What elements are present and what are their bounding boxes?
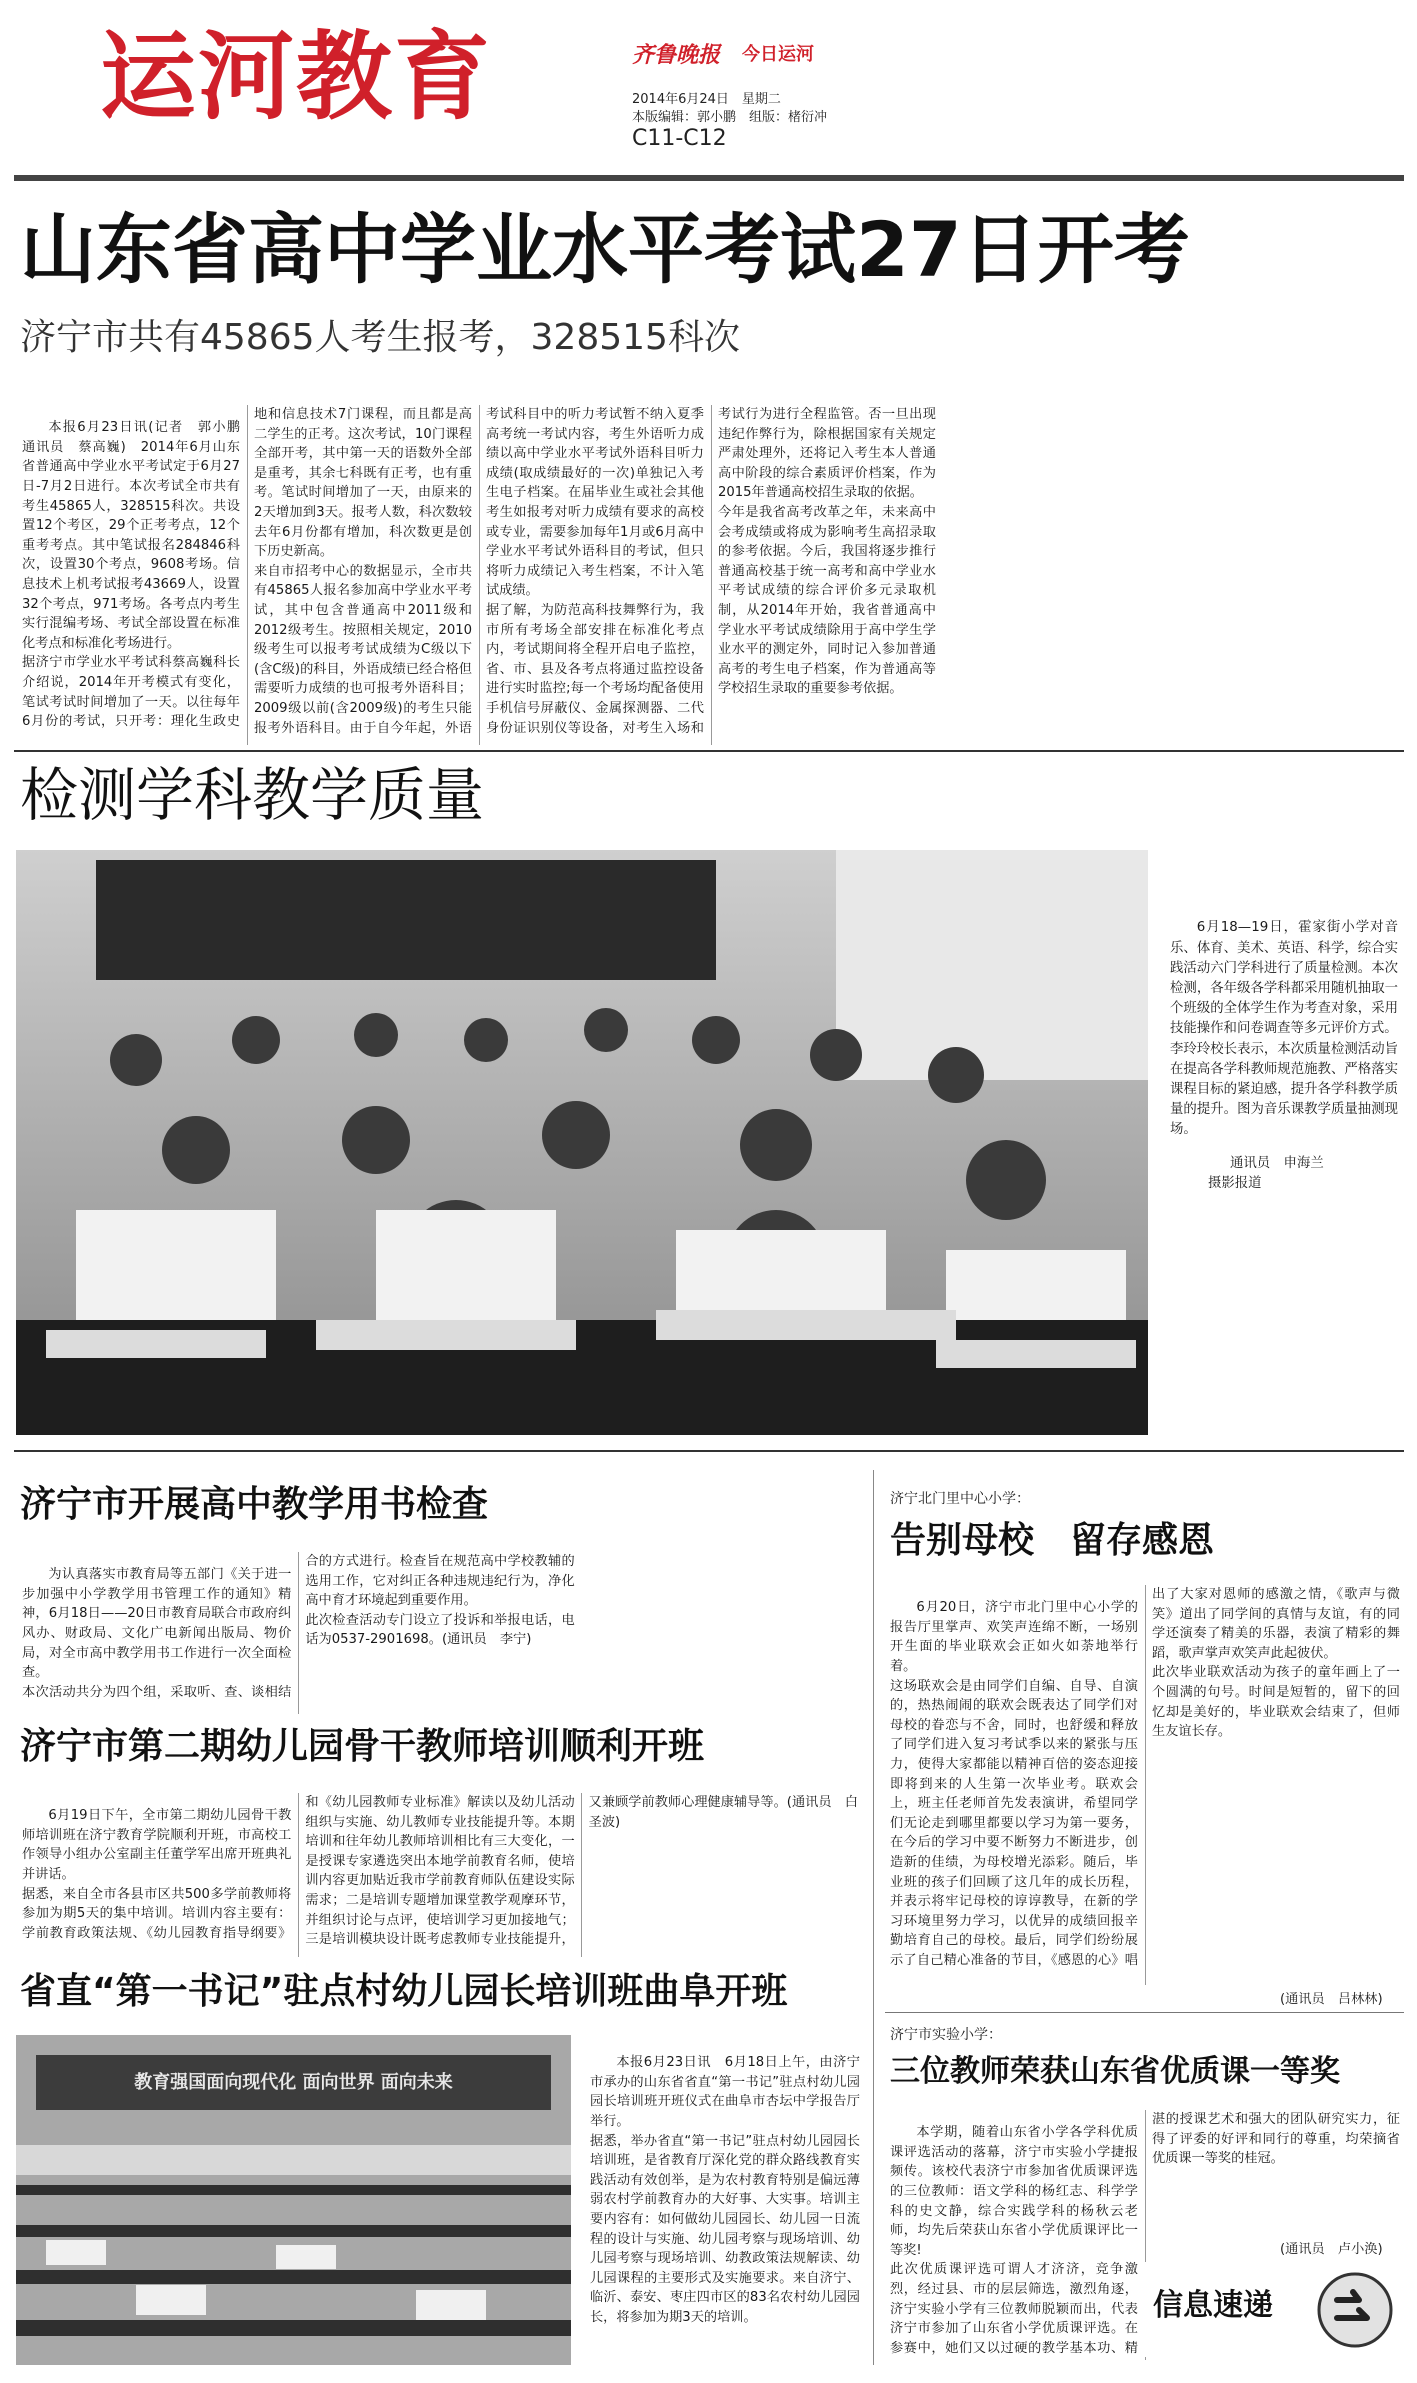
award-headline: 三位教师荣获山东省优质课一等奖	[890, 2054, 1340, 2089]
photo-credit-type: 摄影报道	[1208, 1176, 1262, 1192]
training-hall-banner: 教育强国面向现代化 面向世界 面向未来	[134, 2072, 453, 2093]
kindergarten-body: 6月19日下午，全市第二期幼儿园骨干教师培训班在济宁教育学院顺利开班，市高校工作领导小组办公室副主任董学军出席开班典礼并讲话。 据悉，来自全市各县市区共500多学前教师将参加为期5天的集中培训。培训内容主要有：学前教育政策法规、《幼儿园教育指导纲要》和《幼儿园教师专业标准》解读以及幼儿活动组织与实施、幼儿教师专业技能提升等。本期培训和往年幼儿教师培训相比有三大变化，一是授课专家遴选突出本地学前教育名师，使培训内容更加贴近我市学前教育师队伍建设实际需求；二是培训专题增加课堂教学观摩环节，并组织讨论与点评，使培训学习更加接地气；三是培训模块设计既考虑教师专业技能提升，又兼顾学前教师心理健康辅导等。(通讯员 白圣波)	[22, 1795, 858, 1948]
farewell-body-columns	[890, 1585, 1400, 1985]
first-secretary-body-box	[590, 2040, 860, 2365]
lead-body: 本报6月23日讯(记者 郭小鹏 通讯员 蔡高巍) 2014年6月山东省普通高中学业水平考试定于6月27日-7月2日进行。本次考试全市共有考生45865人，328515科次。共设置12个考区，29个正考考点，12个重考考点。其中笔试报名284846科次，设置30个考点，9608考场。信息技术上机考试报考43669人，设置32个考点，971考场。各考点内考生实行混编考场、考试全部设置在标准化考点和标准化考场进行。 据济宁市学业水平考试科蔡高巍科长介绍说，2014年开考模式有变化，笔试考试时间增加了一天。以往每年6月份的考试，只开考：理化生政史地和信息技术7门课程，而且都是高二学生的正考。这次考试，10门课程全部开考，其中第一天的语数外全部是重考，其余七科既有正考，也有重考。笔试时间增加了一天，由原来的2天增加到3天。报考人数，科次数较去年6月份都有增加，科次数更是创下历史新高。 来自市招考中心的数据显示，全市共有45865人报名参加高中学业水平考试，其中包含普通高中2011级和2012级考生。按照相关规定，2010级考生可以报考考试成绩为C级以下(含C级)的科目，外语成绩已经合格但需要听力成绩的也可报考外语科目；2009级以前(含2009级)的考生只能报考外语科目。由于自今年起，外语考试科目中的听力考试暂不纳入夏季高考统一考试内容，考生外语听力成绩以高中学业水平考试外语科目听力成绩(取成绩最好的一次)单独记入考生电子档案。在届毕业生或社会其他考生如报考对听力成绩有要求的高校或专业，需要参加每年1月或6月高中学业水平考试外语科目的考试，但只将听力成绩记入考生档案，不计入笔试成绩。 据了解，为防范高科技舞弊行为，我市所有考场全部安排在标准化考点内，考试期间将全程开启电子监控，省、市、县及各考点将通过监控设备进行实时监控;每一个考场均配备使用手机信号屏蔽仪、金属探测器、二代身份证识别仪等设备，对考生入场和考试行为进行全程监管。否一旦出现违纪作弊行为，除根据国家有关规定严肃处理外，还将记入考生本人普通高中阶段的综合素质评价档案，作为2015年普通高校招生录取的依据。 今年是我省高考改革之年，未来高中会考成绩或将成为影响考生高招录取的参考依据。今后，我国将逐步推行普通高校基于统一高考和高中学业水平考试成绩的综合评价多元录取机制，从2014年开始，我省普通高中学业水平考试成绩除用于高中学生学业水平的测定外，同时记入参加普通高考的考生电子档案，作为普通高等学校招生录取的重要参考依据。	[22, 407, 936, 736]
speed-arrows-icon	[1315, 2270, 1395, 2350]
lead-subhead: 济宁市共有45865人考生报考，328515科次	[20, 317, 740, 358]
award-body: 本学期，随着山东省小学各学科优质课评选活动的落幕，济宁市实验小学捷报频传。该校代表济宁市参加省优质课评选的三位教师：语文学科的杨红志、科学学科的史文静，综合实践学科的杨秋云老师，均先后荣获山东省小学优质课评比一等奖! 此次优质课评选可谓人才济济，竞争激烈，经过县、市的层层筛选，激烈角逐，济宁实验小学有三位教师脱颖而出，代表济宁市参加了山东省小学优质课评选。在参赛中，她们又以过硬的教学基本功、精湛的授课艺术和强大的团队研究实力，征得了评委的好评和同行的尊重，均荣摘省优质课一等奖的桂冠。	[890, 2112, 1400, 2356]
farewell-bottom-divider	[885, 2012, 1404, 2013]
section-badge	[1145, 2262, 1400, 2357]
books-headline: 济宁市开展高中教学用书检查	[20, 1484, 489, 1525]
books-body-columns	[22, 1552, 858, 1714]
lead-body-columns	[22, 405, 1400, 745]
masthead	[0, 0, 1417, 180]
award-credit: (通讯员 卢小涣)	[1280, 2238, 1383, 2257]
farewell-kicker: 济宁北门里中心小学：	[890, 1491, 1030, 1507]
first-secretary-headline: 省直“第一书记”驻点村幼儿园长培训班曲阜开班	[20, 1971, 788, 2012]
farewell-headline: 告别母校 留存感恩	[890, 1520, 1215, 1561]
farewell-body: 6月20日，济宁市北门里中心小学的报告厅里掌声、欢笑声连绵不断，一场别开生面的毕业联欢会正如火如荼地举行着。 这场联欢会是由同学们自编、自导、自演的，热热闹闹的联欢会既表达了同学们对母校的眷恋与不舍，同时，也舒缓和释放了同学们进入复习考试季以来的紧张与压力，使得大家都能以精神百倍的姿态迎接即将到来的人生第一次毕业考。联欢会上，班主任老师首先发表演讲，希望同学们无论走到哪里都要以学习为第一要务，在今后的学习中要不断努力不断进步，创造新的佳绩，为母校增光添彩。随后，毕业班的孩子们回顾了这几年的成长历程，并表示将牢记母校的谆谆教导，在新的学习环境里努力学习，以优异的成绩回报辛勤培育自己的母校。最后，同学们纷纷展示了自己精心准备的节目，《感恩的心》唱出了大家对恩师的感激之情，《歌声与微笑》道出了同学间的真情与友谊，有的同学还演奏了精美的乐器，表演了精彩的舞蹈，歌声掌声欢笑声此起彼伏。 此次毕业联欢活动为孩子的童年画上了一个圆满的句号。时间是短暂的，留下的回忆却是美好的，毕业联欢会结束了，但师生友谊长存。	[890, 1587, 1400, 1968]
kindergarten-headline: 济宁市第二期幼儿园骨干教师培训顺利开班	[20, 1726, 705, 1767]
farewell-credit: (通讯员 吕林林)	[1280, 1992, 1383, 2007]
training-hall-photo	[16, 2035, 571, 2365]
photo-credit-reporter: 通讯员 申海兰	[1230, 1156, 1324, 1172]
photo-story-headline: 检测学科教学质量	[20, 761, 485, 829]
first-secretary-body: 本报6月23日讯 6月18日上午，由济宁市承办的山东省省直“第一书记”驻点村幼儿园园长培训班开班仪式在曲阜市杏坛中学报告厅举行。 据悉，举办省直“第一书记”驻点村幼儿园园长培训班，是省教育厅深化党的群众路线教育实践活动有效创举，是为农村教育特别是偏远薄弱农村学前教育办的大好事、大实事。培训主要内容有：如何做幼儿园园长、幼儿园一日流程的设计与实施、幼儿园考察与现场培训、幼儿园考察与现场培训、幼教政策法规解读、幼儿园课程的主要形式及实施要求。来自济宁、临沂、泰安、枣庄四市区的83名农村幼儿园园长，将参加为期3天的培训。	[590, 2055, 860, 2325]
photo-caption: 6月18—19日，霍家街小学对音乐、体育、美术、英语、科学，综合实践活动六门学科进行了质量检测。本次检测，各年级各学科都采用随机抽取一个班级的全体学生作为考查对象，采用技能操作和问卷调查等多元评价方式。 李玲玲校长表示，本次质量检测活动旨在提高各学科教师规范施教、严格落实课程目标的紧迫感，提升各学科教学质量的提升。图为音乐课教学质量抽测现场。	[1170, 920, 1398, 1138]
page-numbers: C11-C12	[632, 126, 727, 151]
paper-name: 齐鲁晚报	[632, 42, 721, 68]
section-badge-label: 信息速递	[1153, 2288, 1273, 2323]
date-line: 2014年6月24日 星期二	[632, 92, 781, 107]
award-kicker: 济宁市实验小学：	[890, 2027, 1002, 2043]
classroom-photo-image	[16, 850, 1148, 1435]
masthead-title: 运河教育	[100, 21, 492, 133]
masthead-divider	[14, 175, 1404, 181]
right-column-divider	[873, 1470, 874, 2365]
edition-name: 今日运河	[742, 44, 814, 65]
kindergarten-body-columns	[22, 1793, 858, 1957]
photo-bottom-divider	[14, 1450, 1404, 1452]
books-body: 为认真落实市教育局等五部门《关于进一步加强中小学教学用书管理工作的通知》精神，6月18日——20日市教育局联合市政府纠风办、财政局、文化广电新闻出版局、物价局，对全市高中教学用书工作进行一次全面检查。 本次活动共分为四个组，采取听、查、谈相结合的方式进行。检查旨在规范高中学校教辅的选用工作，它对纠正各种违规违纪行为，净化高中育才环境起到重要作用。 此次检查活动专门设立了投诉和举报电话，电话为0537-2901698。(通讯员 李宁)	[22, 1554, 575, 1700]
editor-line: 本版编辑：郭小鹏 组版：楮衍冲	[632, 110, 828, 125]
classroom-photo	[16, 850, 1148, 1435]
lead-headline: 山东省高中学业水平考试27日开考	[20, 205, 1190, 294]
photo-caption-box	[1170, 905, 1398, 1194]
